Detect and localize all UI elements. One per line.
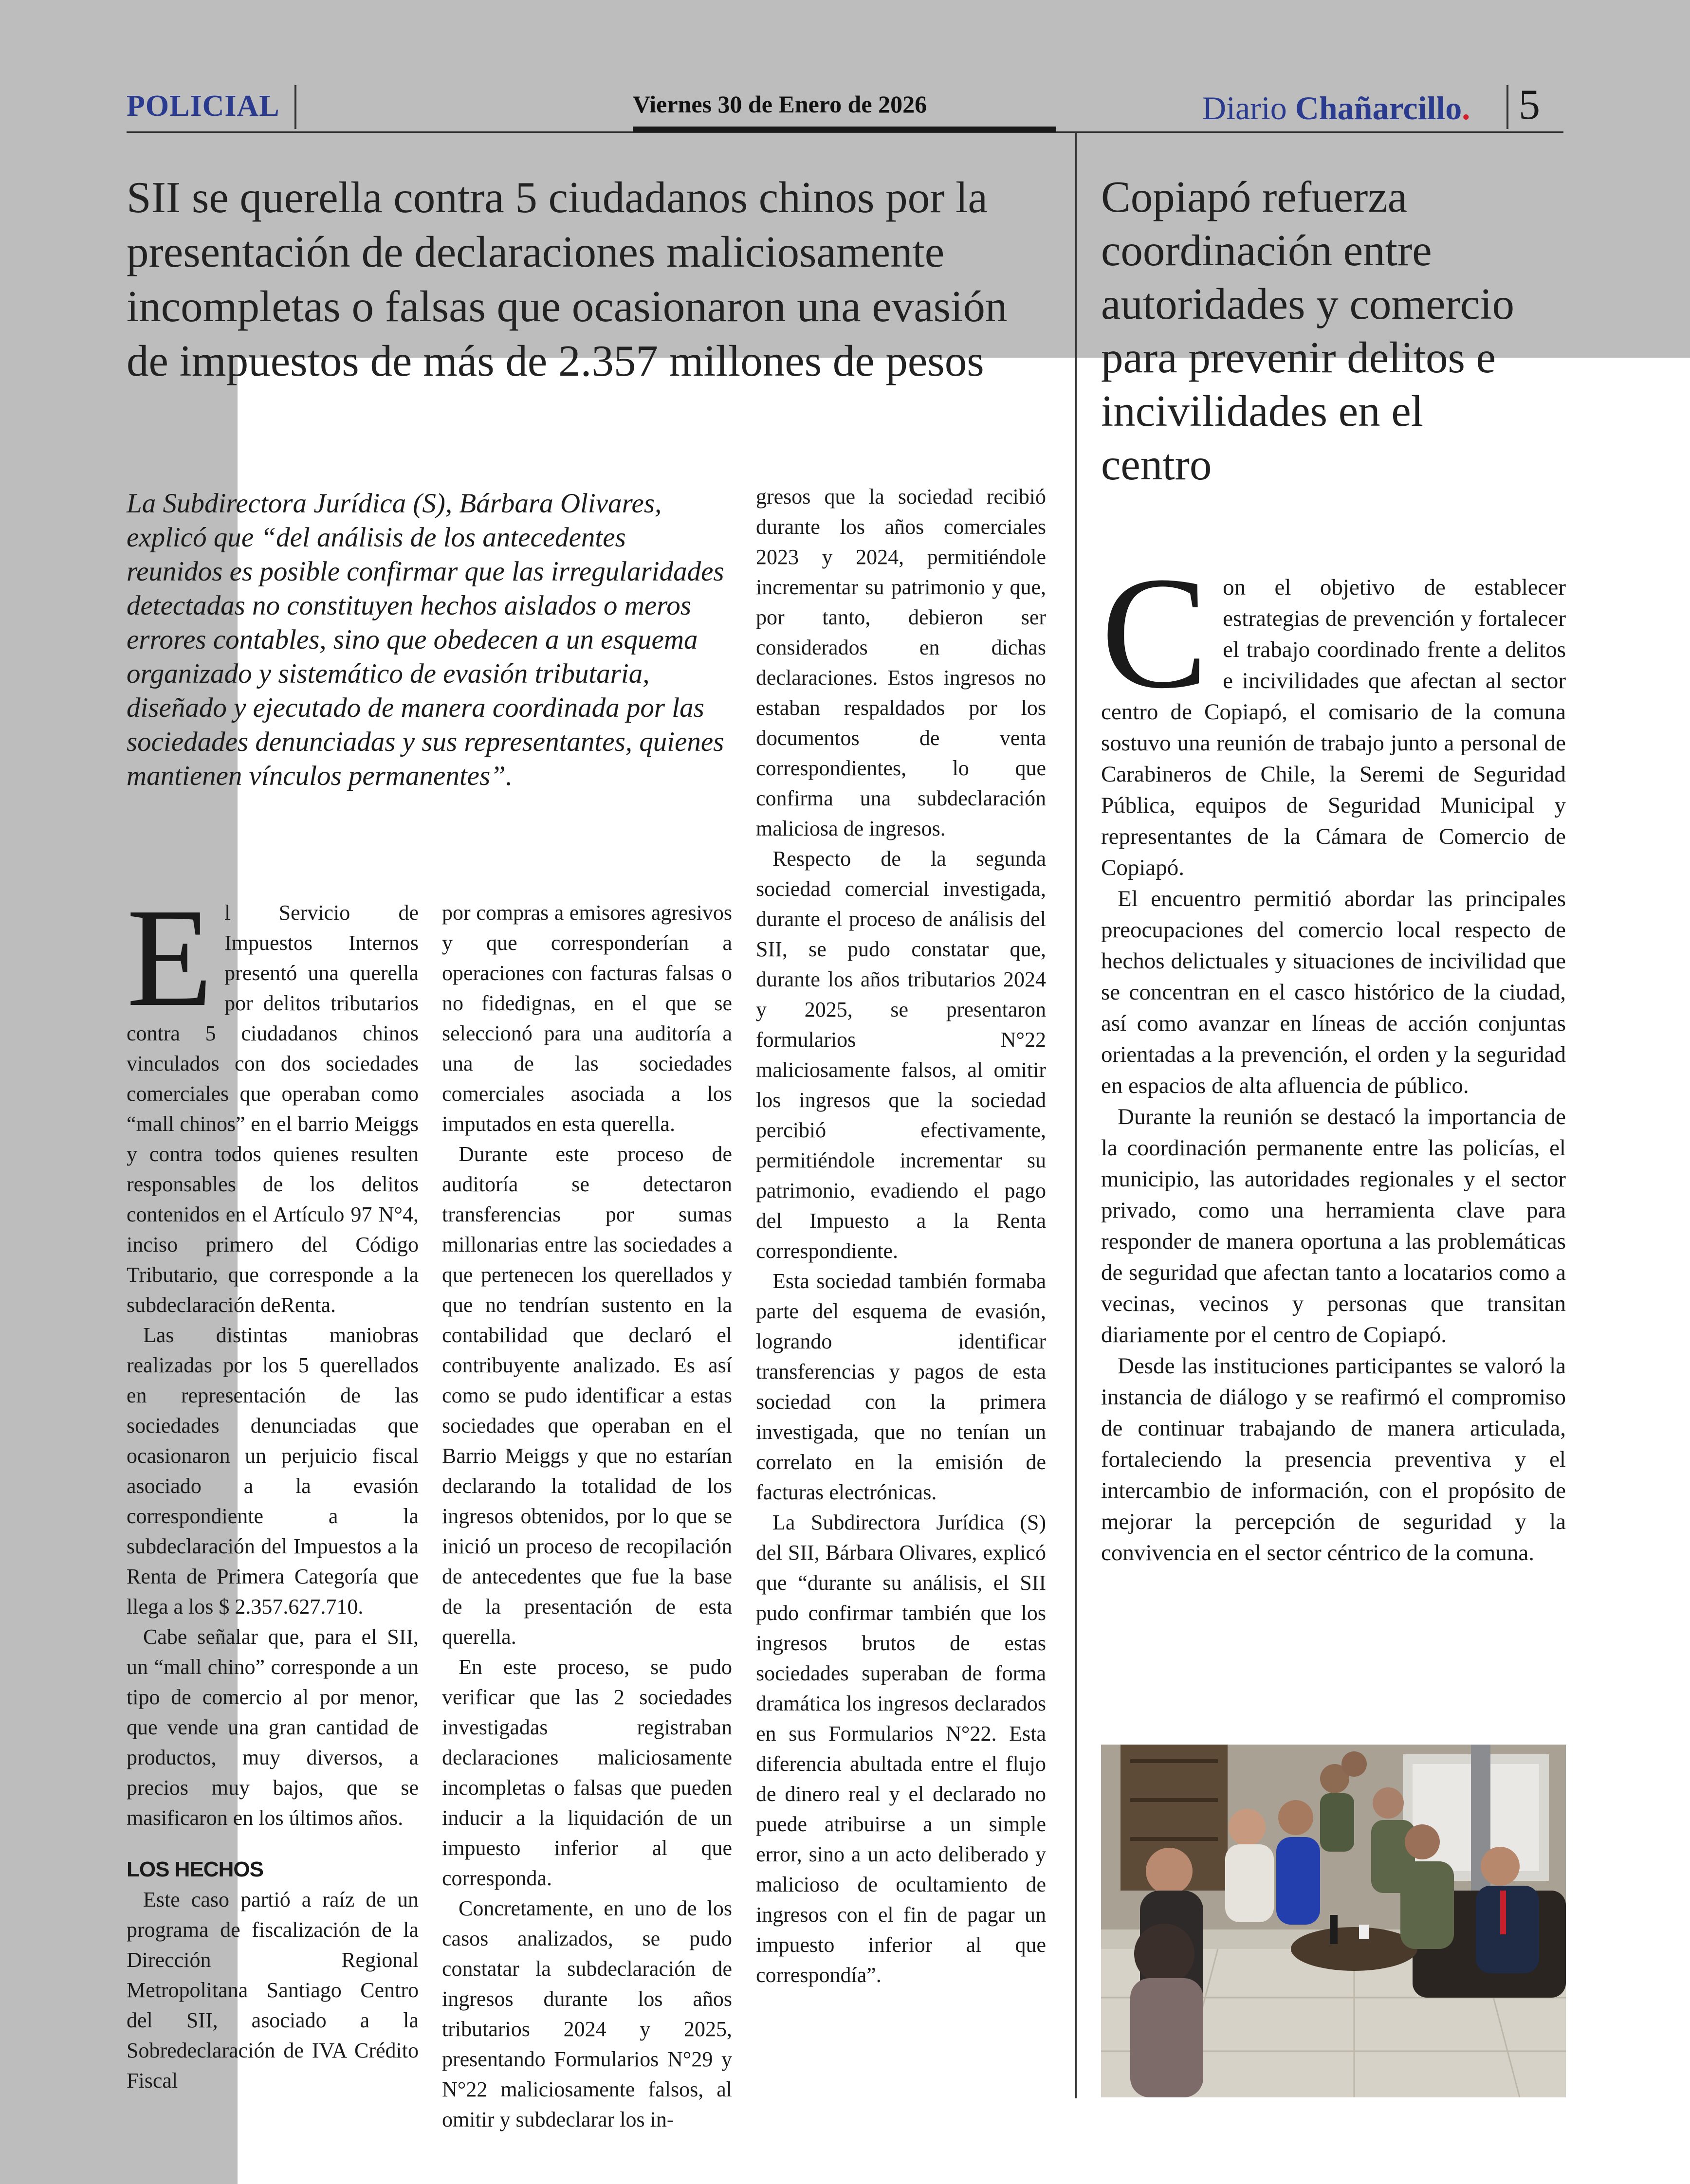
article-paragraph: gresos que la sociedad recibió durante los años comerciales 2023 y 2024, permitiéndole incrementar su patrimonio y que, por tanto, debieron ser considerados en dichas declaraciones. Estos ingresos no estaban respaldados por los documentos de venta correspondientes, lo que confirma una subdeclaración maliciosa de ingresos. [756, 485, 1046, 840]
article-column-3 [756, 482, 1046, 1990]
article-paragraph: La Subdirectora Jurídica (S) del SII, Bárbara Olivares, explicó que “durante su análisis, el SII pudo confirmar también que los ingresos brutos de estas sociedades superaban de forma dramática los ingresos declarados en sus Formularios N°22. Esta diferencia abultada entre el flujo de dinero real y el declarado no puede atribuirse a un simple error, sino a un acto deliberado y malicioso de ocultamiento de ingresos con el fin de pagar un impuesto inferior al que correspondía”. [756, 1511, 1046, 1987]
issue-date: Viernes 30 de Enero de 2026 [633, 91, 927, 118]
drop-cap: E [127, 879, 213, 1036]
page-number: 5 [1519, 81, 1540, 128]
brand-dot: . [1462, 90, 1470, 127]
drop-cap: C [1101, 544, 1209, 722]
article-paragraph: por compras a emisores agresivos y que corresponderían a operaciones con facturas falsas o no fidedignas, en el que se seleccionó para una auditoría a una de las sociedades comerciales asociada a los imputados en esta querella. [442, 901, 732, 1136]
column-divider [1075, 132, 1077, 2098]
newspaper-brand [1202, 89, 1470, 127]
article-paragraph: Durante este proceso de auditoría se detectaron transferencias por sumas millonarias entre las sociedades a que pertenecen los querellados y que no tendrían sustento en la contabilidad que declaró el contribuyente analizado. Es así como se pudo identificar a estas sociedades que operaban en el Barrio Meiggs y que no estarían declarando la totalidad de los ingresos obtenidos, por lo que se inició un proceso de recopilación de antecedentes que fue la base de la presentación de esta querella. [442, 1142, 732, 1649]
side-article-column [1101, 544, 1566, 1568]
article-paragraph: El encuentro permitió abordar las principales preocupaciones del comercio local respecto de hechos delictuales y situaciones de incivilidad que se concentran en el casco histórico de la ciudad, así como avanzar en líneas de acción conjuntas orientadas a la prevención, el orden y la seguridad en espacios de alta afluencia de público. [1101, 886, 1566, 1098]
article-paragraph: Desde las instituciones participantes se valoró la instancia de diálogo y se reafirmó el compromiso de continuar trabajando de manera articulada, fortaleciendo la presencia preventiva y el intercambio de información, con el propósito de mejorar la percepción de seguridad y la convivencia en el sector céntrico de la comuna. [1101, 1353, 1566, 1565]
article-paragraph: En este proceso, se pudo verificar que las 2 sociedades investigadas registraban declaraciones maliciosamente incompletas o falsas que pueden inducir a la liquidación de un impuesto inferior al que corresponda. [442, 1655, 732, 1890]
article-paragraph: Las distintas maniobras realizadas por los 5 querellados en representación de las sociedades denunciadas que ocasionaron un perjuicio fiscal asociado a la evasión correspondiente a la subdeclaración del Impuestos a la Renta de Primera Categoría que llega a los $ 2.357.627.710. [127, 1323, 419, 1619]
article-paragraph: Esta sociedad también formaba parte del esquema de evasión, logrando identificar transferencias y pagos de esta sociedad con la primera investigada, que no tenían un correlato en la emisión de facturas electrónicas. [756, 1269, 1046, 1504]
meeting-photo [1101, 1745, 1566, 2097]
brand-name: Chañarcillo [1295, 90, 1462, 127]
article-paragraph: Respecto de la segunda sociedad comercial investigada, durante el proceso de análisis del SII, se pudo constatar que, durante los años tributarios 2024 y 2025, se presentaron formularios N°22 maliciosamente falsos, al omitir los ingresos que la sociedad percibió efectivamente, permitiéndole incrementar su patrimonio, evadiendo el pago del Impuesto a la Renta correspondiente. [756, 847, 1046, 1263]
header-divider [1506, 85, 1508, 129]
article-paragraph: Durante la reunión se destacó la importancia de la coordinación permanente entre las policías, el municipio, las autoridades regionales y el sector privado, como una herramienta clave para responder de manera oportuna a las problemáticas de seguridad que afectan tanto a locatarios como a vecinas, vecinos y personas que transitan diariamente por el centro de Copiapó. [1101, 1104, 1566, 1347]
side-article-headline: Copiapó refuerza coordinación entre autoridades y comercio para prevenir delitos e incivilidades en el centro [1101, 172, 1514, 489]
brand-prefix: Diario [1202, 90, 1287, 127]
article-paragraph: El Servicio de Impuestos Internos presentó una querella por delitos tributarios contra 5 ciudadanos chinos vinculados con dos sociedades comerciales que operaban como “mall chinos” en el barrio Meiggs y contra todos quienes resulten responsables de los delitos contenidos en el Artículo 97 N°4, inciso primero del Código Tributario, que corresponde a la subdeclaración deRenta. [127, 879, 419, 1317]
section-label: POLICIAL [127, 90, 280, 123]
section-subhead: LOS HECHOS [127, 1857, 263, 1881]
date-rule [633, 127, 1056, 132]
article-headline: SII se querella contra 5 ciudadanos chinos por la presentación de declaraciones maliciosamente incompletas o falsas que ocasionaron una evasión de impuestos de más de 2.357 millones de pesos [127, 173, 1008, 385]
article-column-1 [127, 879, 419, 2096]
article-paragraph: Concretamente, en uno de los casos analizados, se pudo constatar la subdeclaración de ingresos durante los años tributarios 2024 y 2025, presentando Formularios N°29 y N°22 maliciosamente falsos, al omitir y subdeclarar los in- [442, 1896, 732, 2131]
article-column-2 [442, 898, 732, 2135]
article-paragraph: Este caso partió a raíz de un programa de fiscalización de la Dirección Regional Metropolitana Santiago Centro del SII, asociado a la Sobredeclaración de IVA Crédito Fiscal [127, 1888, 419, 2093]
header-divider [294, 85, 296, 129]
article-paragraph: Cabe señalar que, para el SII, un “mall chino” corresponde a un tipo de comercio al por menor, que vende una gran cantidad de productos, muy diversos, a precios muy bajos, que se masificaron en los últimos años. [127, 1625, 419, 1830]
article-deck-quote: La Subdirectora Jurídica (S), Bárbara Olivares, explicó que “del análisis de los antecedentes reunidos es posible confirmar que las irregularidades detectadas no constituyen hechos aislados o meros errores contables, sino que obedecen a un esquema organizado y sistemático de evasión tributaria, diseñado y ejecutado de manera coordinada por las sociedades denunciadas y sus representantes, quienes mantienen vínculos permanentes”. [127, 488, 724, 791]
page-header [127, 80, 1562, 134]
article-paragraph: Con el objetivo de establecer estrategias de prevención y fortalecer el trabajo coordinado frente a delitos e incivilidades que afectan al sector centro de Copiapó, el comisario de la comuna sostuvo una reunión de trabajo junto a personal de Carabineros de Chile, la Seremi de Seguridad Pública, equipos de Seguridad Municipal y representantes de la Cámara de Comercio de Copiapó. [1101, 544, 1566, 880]
